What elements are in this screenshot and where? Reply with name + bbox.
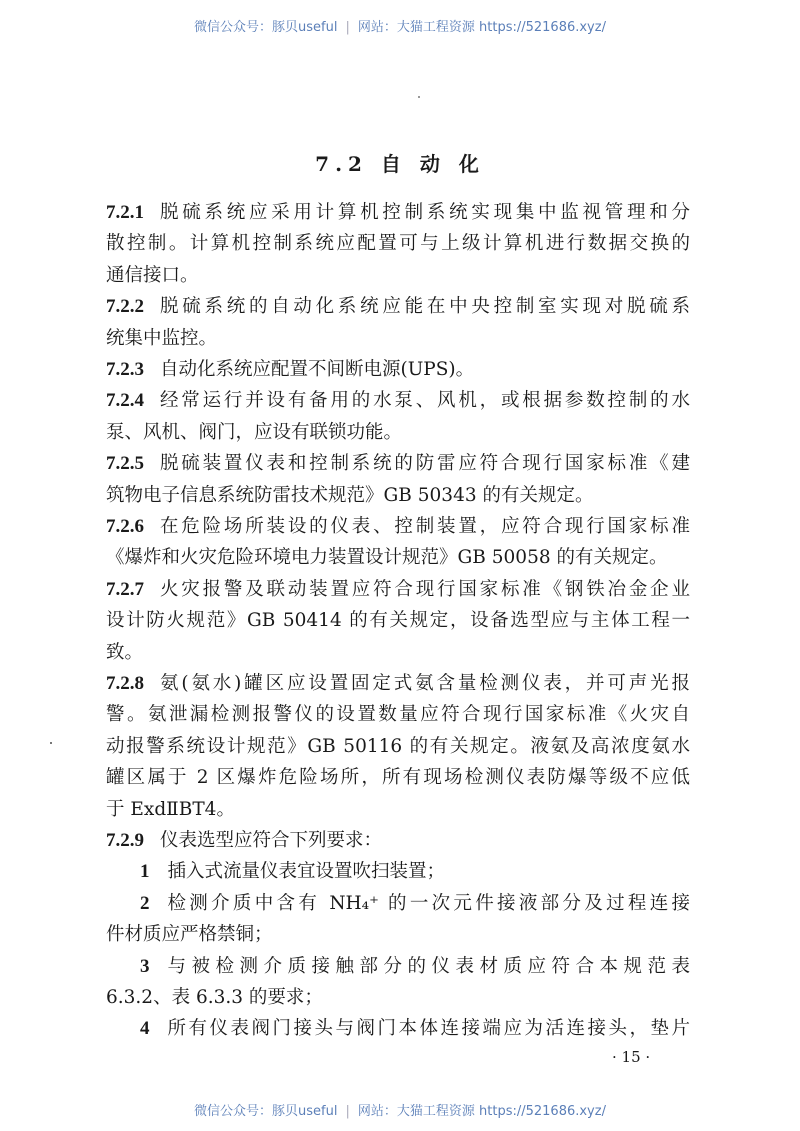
clause-number: 7.2.2 bbox=[106, 296, 144, 318]
clause-text: 设计防火规范》GB 50414 的有关规定，设备选型应与主体工程一 bbox=[106, 610, 690, 632]
list-item-number: 4 bbox=[140, 1018, 150, 1040]
paragraph-line bbox=[106, 261, 690, 291]
clause-text: 动报警系统设计规范》GB 50116 的有关规定。液氨及高浓度氨水 bbox=[106, 735, 690, 757]
clause-number: 7.2.4 bbox=[106, 390, 144, 412]
clause-text: 与被检测介质接触部分的仪表材质应符合本规范表 bbox=[167, 955, 690, 977]
paragraph-line bbox=[106, 481, 690, 511]
clause-text: 脱硫系统应采用计算机控制系统实现集中监视管理和分 bbox=[160, 202, 690, 223]
paragraph-line bbox=[106, 355, 690, 385]
watermark-site: 网站：大猫工程资源 https://521686.xyz/ bbox=[357, 1104, 606, 1119]
section-title: 7.2 自 动 化 bbox=[315, 152, 485, 176]
watermark-wechat: 微信公众号：豚贝useful bbox=[194, 20, 338, 35]
clause-number: 7.2.7 bbox=[106, 578, 144, 600]
clause-text: 6.3.2、表 6.3.3 的要求； bbox=[106, 987, 323, 1008]
clause-text: 火灾报警及联动装置应符合现行国家标准《钢铁冶金企业 bbox=[160, 578, 690, 600]
clause-text: 通信接口。 bbox=[106, 264, 199, 286]
paragraph-line bbox=[106, 983, 690, 1013]
paragraph-line bbox=[106, 292, 690, 322]
watermark-wechat: 微信公众号：豚贝useful bbox=[194, 1104, 338, 1119]
watermark-footer bbox=[0, 1100, 800, 1119]
clause-text: 散控制。计算机控制系统应配置可与上级计算机进行数据交换的 bbox=[106, 233, 690, 255]
paragraph-line bbox=[106, 418, 690, 448]
scan-speck bbox=[50, 742, 52, 744]
paragraph-line bbox=[106, 889, 690, 919]
clause-text: 在危险场所装设的仪表、控制装置，应符合现行国家标准 bbox=[160, 516, 690, 537]
paragraph-line bbox=[106, 324, 690, 354]
paragraph-line bbox=[106, 763, 690, 793]
clause-text: 仪表选型应符合下列要求： bbox=[160, 830, 383, 851]
clause-text: 泵、风机、阀门，应设有联锁功能。 bbox=[106, 421, 403, 443]
clause-text: 《爆炸和火灾危险环境电力装置设计规范》GB 50058 的有关规定。 bbox=[106, 547, 668, 569]
paragraph-line bbox=[106, 920, 690, 950]
list-item-number: 3 bbox=[140, 955, 150, 977]
clause-text: 氨(氨水)罐区应设置固定式氨含量检测仪表，并可声光报 bbox=[160, 673, 690, 694]
clause-text: 件材质应严格禁铜； bbox=[106, 924, 273, 946]
clause-text: 所有仪表阀门接头与阀门本体连接端应为活连接头，垫片 bbox=[167, 1018, 690, 1040]
clause-number: 7.2.5 bbox=[106, 453, 144, 475]
clause-number: 7.2.9 bbox=[106, 830, 144, 851]
clause-text: 经常运行并设有备用的水泵、风机，或根据参数控制的水 bbox=[160, 390, 690, 412]
clause-text: 筑物电子信息系统防雷技术规范》GB 50343 的有关规定。 bbox=[106, 484, 594, 506]
paragraph-line bbox=[106, 512, 690, 542]
clause-text: 罐区属于 2 区爆炸危险场所，所有现场检测仪表防爆等级不应低 bbox=[106, 767, 690, 789]
paragraph-line bbox=[106, 669, 690, 699]
clause-text: 插入式流量仪表宜设置吹扫装置； bbox=[167, 861, 446, 883]
watermark-separator: | bbox=[345, 20, 350, 35]
clause-number: 7.2.1 bbox=[106, 202, 144, 223]
clause-text: 致。 bbox=[106, 641, 144, 663]
clause-text: 自动化系统应配置不间断电源(UPS)。 bbox=[160, 359, 475, 380]
clause-text: 脱硫系统的自动化系统应能在中央控制室实现对脱硫系 bbox=[160, 296, 690, 318]
clause-number: 7.2.6 bbox=[106, 516, 144, 537]
paragraph-line bbox=[106, 1014, 690, 1044]
paragraph-line bbox=[106, 575, 690, 605]
clause-text: 检测介质中含有 NH₄⁺ 的一次元件接液部分及过程连接 bbox=[167, 892, 690, 914]
paragraph-line bbox=[106, 638, 690, 668]
scan-speck bbox=[418, 96, 420, 98]
clause-text: 警。氨泄漏检测报警仪的设置数量应符合现行国家标准《火灾自 bbox=[106, 704, 690, 726]
paragraph-line bbox=[106, 198, 690, 228]
paragraph-line bbox=[106, 857, 690, 887]
clause-text: 统集中监控。 bbox=[106, 327, 218, 349]
list-item-number: 2 bbox=[140, 892, 150, 914]
clause-number: 7.2.8 bbox=[106, 673, 144, 694]
paragraph-line bbox=[106, 795, 690, 825]
list-item-number: 1 bbox=[140, 861, 150, 883]
paragraph-line bbox=[106, 229, 690, 259]
paragraph-line bbox=[106, 606, 690, 636]
paragraph-line bbox=[106, 386, 690, 416]
clause-text: 脱硫装置仪表和控制系统的防雷应符合现行国家标准《建 bbox=[160, 453, 690, 475]
paragraph-line bbox=[106, 732, 690, 762]
watermark-site: 网站：大猫工程资源 https://521686.xyz/ bbox=[357, 20, 606, 35]
paragraph-line bbox=[106, 700, 690, 730]
page-number: · 15 · bbox=[612, 1048, 651, 1066]
paragraph-line bbox=[106, 449, 690, 479]
paragraph-line bbox=[106, 952, 690, 982]
clause-number: 7.2.3 bbox=[106, 359, 144, 380]
watermark-separator: | bbox=[345, 1104, 350, 1119]
paragraph-line bbox=[106, 543, 690, 573]
clause-text: 于 ExdⅡBT4。 bbox=[106, 798, 235, 820]
paragraph-line bbox=[106, 826, 690, 856]
watermark-header bbox=[0, 16, 800, 35]
